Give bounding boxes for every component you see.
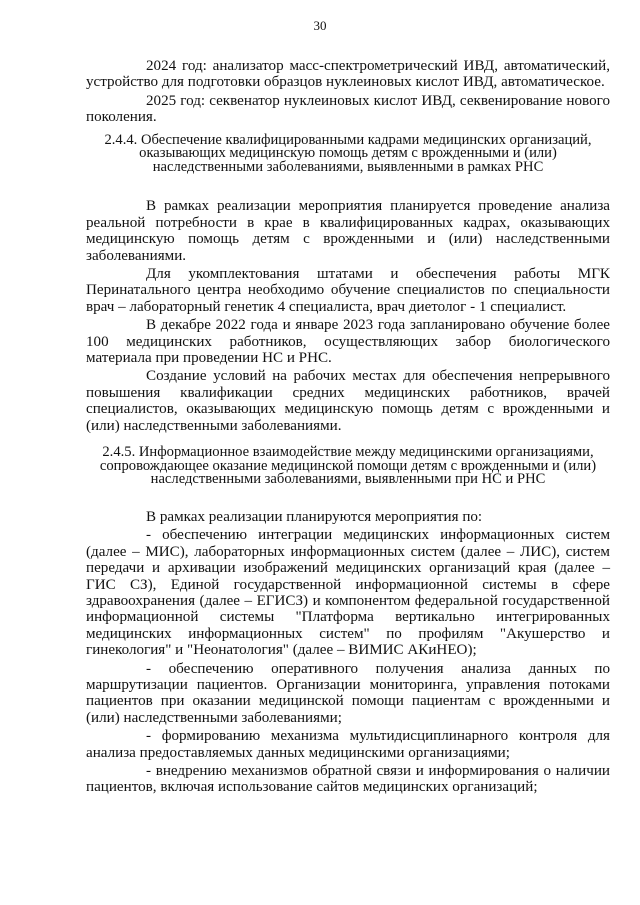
- list-item: - обеспечению оперативного получения анализа данных по маршрутизации пациентов. Организации мониторинга, управления потоками пациентов при оказании медицинской помощи пациентам с врожденными и (или) наследственными заболеваниями;: [86, 660, 610, 726]
- list-item: - обеспечению интеграции медицинских информационных систем (далее – МИС), лабораторных информационных систем (далее – ЛИС), систем передачи и архивации изображений медицинских организаций края (далее – ГИС СЗ), Единой государственной информационной системы в сфере здравоохранения (далее – ЕГИСЗ) и компонентом федеральной государственной информационной системы "Платформа вертикально интегрированных медицинских информационных систем" по профилям "Акушерство и гинекология" и "Неонатология" (далее – ВИМИС АКиНЕО);: [86, 527, 610, 659]
- paragraph: В декабре 2022 года и январе 2023 года запланировано обучение более 100 медицинских работников, осуществляющих забор биологического материала при проведении НС и РНС.: [86, 317, 610, 367]
- page-number: 30: [313, 18, 327, 33]
- paragraph: Для укомплектования штатами и обеспечения работы МГК Перинатального центра необходимо обучение специалистов по специальности врач – лабораторный генетик 4 специалиста, врач диетолог - 1 специалист.: [86, 266, 610, 315]
- section-heading-2-4-4: 2.4.4. Обеспечение квалифицированными кадрами медицинских организаций, оказывающих медицинскую помощь детям с врожденными и (или) наследственными заболеваниями, выявленными в рамках РНС: [104, 131, 592, 175]
- paragraph: Создание условий на рабочих местах для обеспечения непрерывного повышения квалификации средних медицинских работников, врачей специалистов, оказывающих медицинскую помощь детям с врожденными и (или) наследственными заболеваниями.: [86, 368, 610, 434]
- list-item: - внедрению механизмов обратной связи и информирования о наличии пациентов, включая использование сайтов медицинских организаций;: [86, 762, 610, 796]
- paragraph: 2025 год: секвенатор нуклеиновых кислот ИВД, секвенирование нового поколения.: [86, 92, 610, 126]
- section-heading-2-4-5: 2.4.5. Информационное взаимодействие между медицинскими организациями, сопровождающее оказание медицинской помощи детям с врожденными и (или) наследственными заболеваниями, выявленными при НС и РНС: [99, 444, 597, 488]
- list-item: - формированию механизма мультидисциплинарного контроля для анализа предоставляемых данных медицинскими организациями;: [86, 728, 610, 761]
- paragraph: 2024 год: анализатор масс-спектрометрический ИВД, автоматический, устройство для подготовки образцов нуклеиновых кислот ИВД, автоматическое.: [86, 58, 610, 91]
- paragraph: В рамках реализации планируются мероприятия по:: [146, 508, 483, 525]
- paragraph: В рамках реализации мероприятия планируется проведение анализа реальной потребности в крае в квалифицированных кадрах, оказывающих медицинскую помощь детям с врожденными и (или) наследственными заболеваниями.: [86, 198, 610, 264]
- document-body: [86, 58, 610, 798]
